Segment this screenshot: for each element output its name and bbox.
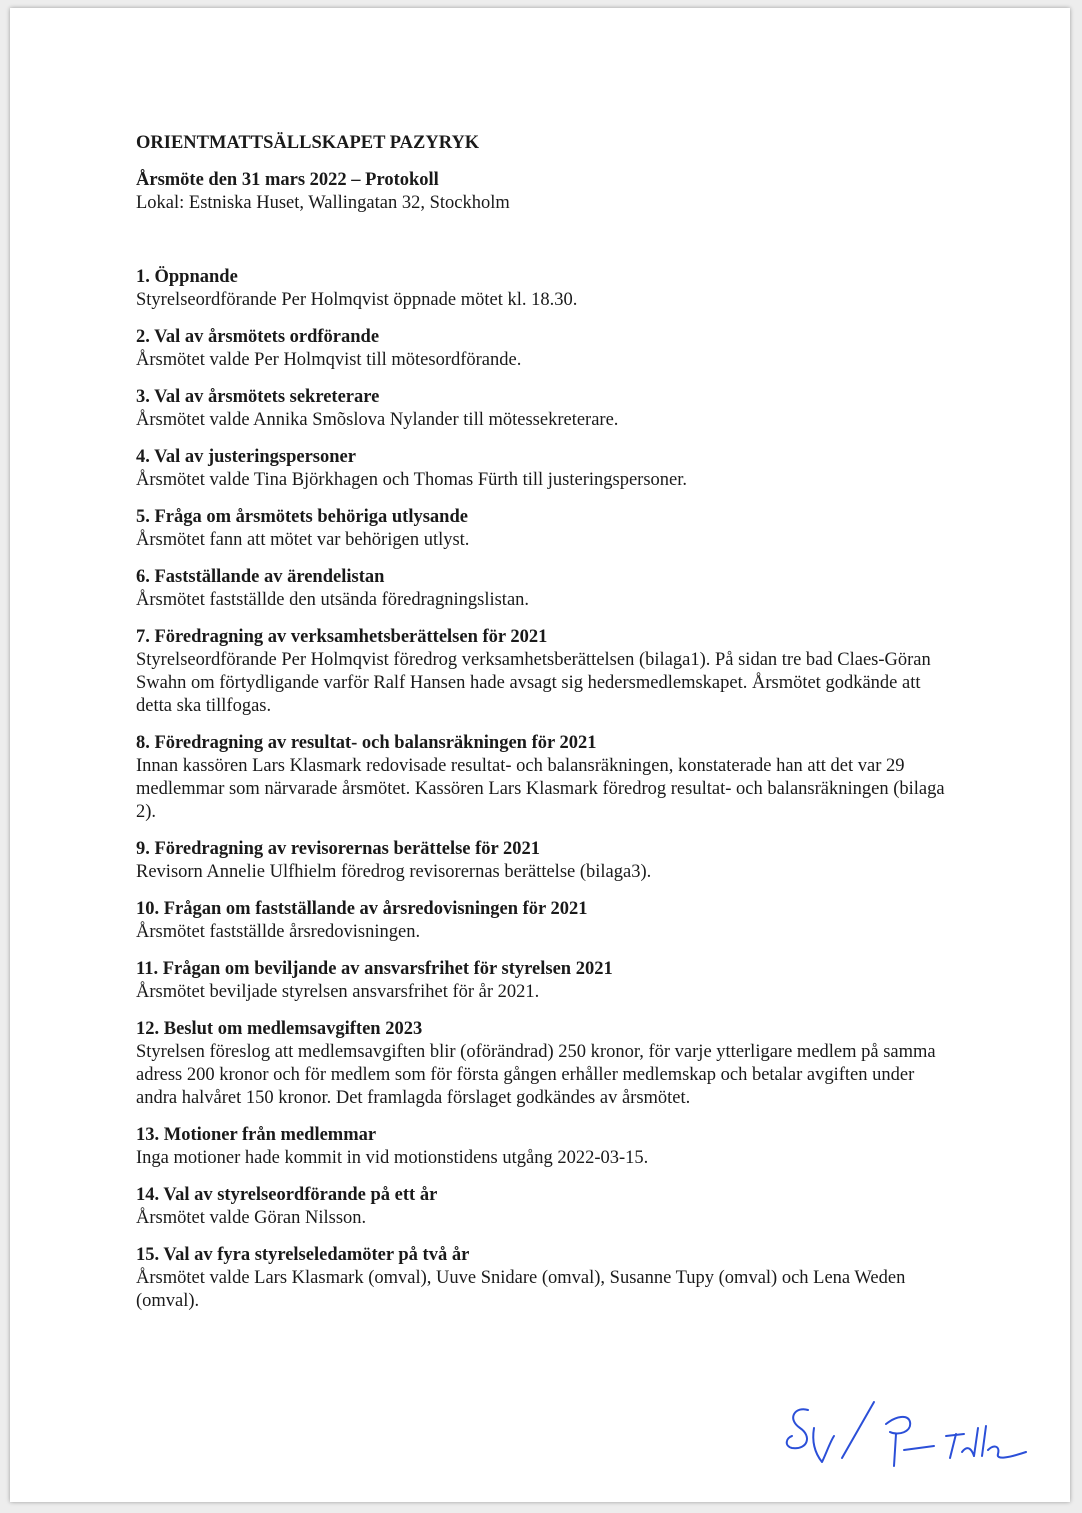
section-heading: 3. Val av årsmötets sekreterare	[136, 387, 380, 407]
agenda-section	[136, 838, 956, 884]
organization-name: ORIENTMATTSÄLLSKAPET PAZYRYK	[136, 133, 480, 153]
section-heading: 10. Frågan om fastställande av årsredovisningen för 2021	[136, 899, 588, 919]
agenda-section	[136, 506, 956, 552]
section-text: Årsmötet valde Göran Nilsson.	[136, 1208, 367, 1228]
agenda-section	[136, 1244, 956, 1313]
section-heading: 1. Öppnande	[136, 267, 238, 287]
section-text: Årsmötet valde Lars Klasmark (omval), Uuve Snidare (omval), Susanne Tupy (omval) och Lena Weden (omval).	[136, 1268, 906, 1311]
agenda-section	[136, 958, 956, 1004]
section-text: Årsmötet valde Annika Smõslova Nylander till mötessekreterare.	[136, 410, 619, 430]
section-heading: 15. Val av fyra styrelseledamöter på två år	[136, 1245, 470, 1265]
section-heading: 6. Fastställande av ärendelistan	[136, 567, 385, 587]
signature-strokes	[787, 1402, 1026, 1466]
agenda-section	[136, 446, 956, 492]
agenda-section	[136, 566, 956, 612]
agenda-section	[136, 326, 956, 372]
document-page	[10, 8, 1070, 1502]
meeting-venue: Lokal: Estniska Huset, Wallingatan 32, Stockholm	[136, 193, 510, 213]
agenda-section	[136, 626, 956, 718]
section-text: Styrelseordförande Per Holmqvist öppnade mötet kl. 18.30.	[136, 290, 578, 310]
section-heading: 5. Fråga om årsmötets behöriga utlysande	[136, 507, 468, 527]
section-text: Styrelsen föreslog att medlemsavgiften blir (oförändrad) 250 kronor, för varje ytterligare medlem på samma adress 200 kronor och för medlem som för första gången erhåller medlemskap och betalar avgiften under andra halvåret 150 kronor. Det framlagda förslaget godkändes av årsmötet.	[136, 1042, 936, 1108]
section-heading: 11. Frågan om beviljande av ansvarsfrihet för styrelsen 2021	[136, 959, 613, 979]
section-text: Revisorn Annelie Ulfhielm föredrog revisorernas berättelse (bilaga3).	[136, 862, 652, 882]
section-text: Årsmötet valde Tina Björkhagen och Thomas Fürth till justeringspersoner.	[136, 470, 688, 490]
agenda-section	[136, 1184, 956, 1230]
section-heading: 2. Val av årsmötets ordförande	[136, 327, 380, 347]
agenda-section	[136, 898, 956, 944]
section-heading: 12. Beslut om medlemsavgiften 2023	[136, 1019, 423, 1039]
agenda-section	[136, 1124, 956, 1170]
section-heading: 8. Föredragning av resultat- och balansräkningen för 2021	[136, 733, 597, 753]
agenda-section	[136, 386, 956, 432]
section-heading: 13. Motioner från medlemmar	[136, 1125, 377, 1145]
section-text: Årsmötet fastställde årsredovisningen.	[136, 922, 421, 942]
section-text: Årsmötet beviljade styrelsen ansvarsfrihet för år 2021.	[136, 982, 540, 1002]
section-heading: 7. Föredragning av verksamhetsberättelsen för 2021	[136, 627, 548, 647]
section-text: Innan kassören Lars Klasmark redovisade resultat- och balansräkningen, konstaterade han att det var 29 medlemmar som närvarade årsmötet. Kassören Lars Klasmark föredrog resultat- och balansräkningen (bilaga 2).	[136, 756, 945, 822]
section-heading: 4. Val av justeringspersoner	[136, 447, 356, 467]
section-text: Inga motioner hade kommit in vid motionstidens utgång 2022-03-15.	[136, 1148, 649, 1168]
agenda-section	[136, 1018, 956, 1110]
meeting-title: Årsmöte den 31 mars 2022 – Protokoll	[136, 170, 439, 190]
signature-initials	[778, 1388, 1028, 1478]
section-text: Årsmötet fastställde den utsända föredragningslistan.	[136, 590, 530, 610]
agenda-section	[136, 266, 956, 312]
document-body	[136, 132, 956, 1327]
section-text: Årsmötet fann att mötet var behörigen utlyst.	[136, 530, 470, 550]
section-text: Årsmötet valde Per Holmqvist till mötesordförande.	[136, 350, 522, 370]
section-text: Styrelseordförande Per Holmqvist föredrog verksamhetsberättelsen (bilaga1). På sidan tre bad Claes-Göran Swahn om förtydligande varför Ralf Hansen hade avsagt sig hedersmedlemskapet. Årsmötet godkände att detta ska tillfogas.	[136, 650, 931, 716]
section-heading: 9. Föredragning av revisorernas berättelse för 2021	[136, 839, 541, 859]
section-heading: 14. Val av styrelseordförande på ett år	[136, 1185, 438, 1205]
agenda-section	[136, 732, 956, 824]
